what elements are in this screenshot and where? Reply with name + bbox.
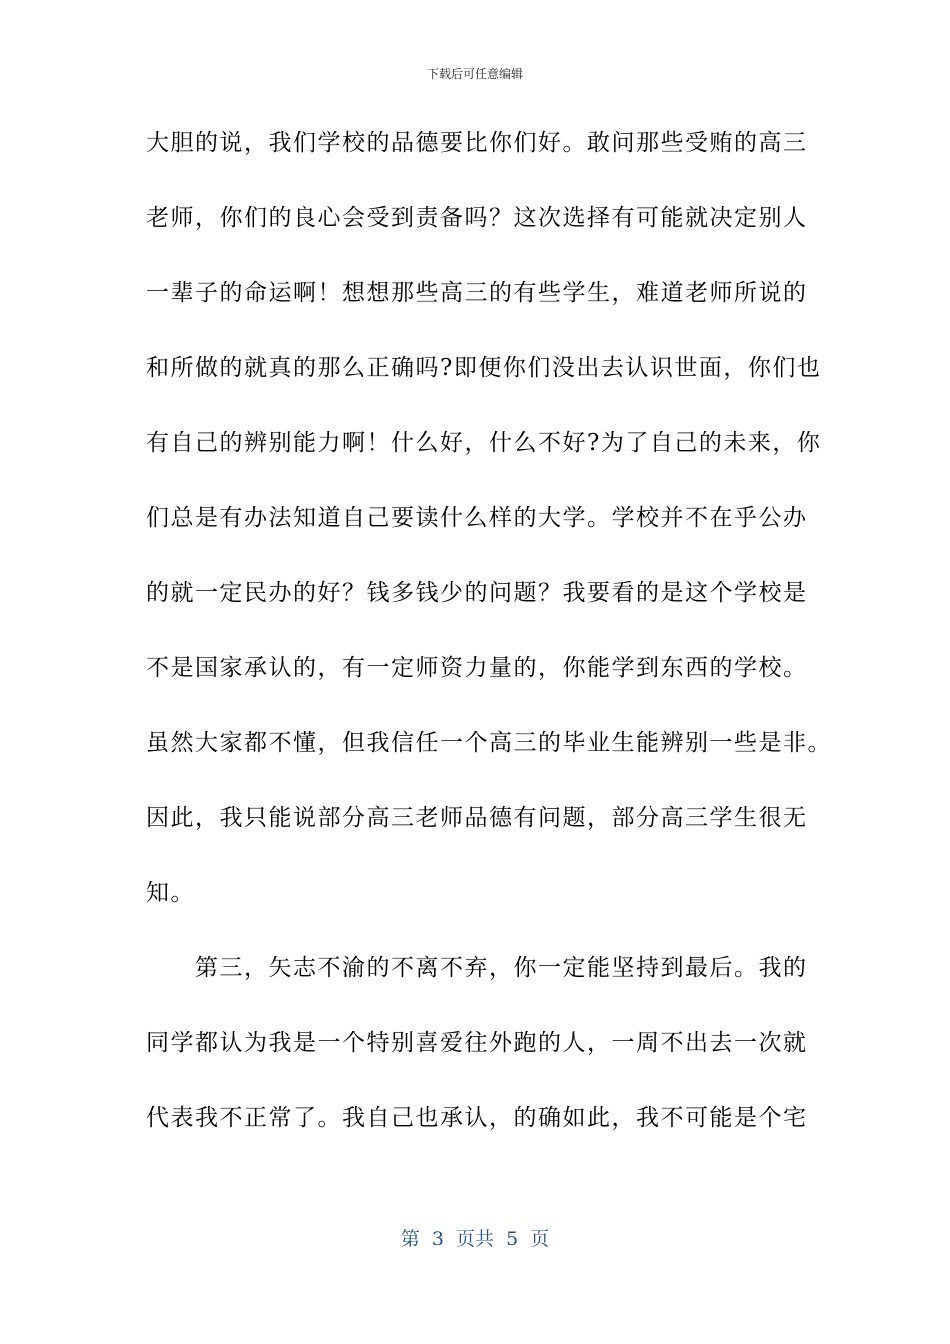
- text-line: 不是国家承认的，有一定师资力量的，你能学到东西的学校。: [146, 655, 808, 681]
- footer-prefix: 第: [400, 1228, 432, 1250]
- text-line: 和所做的就真的那么正确吗?即便你们没出去认识世面，你们也: [146, 355, 822, 381]
- page-number-footer: [0, 1226, 950, 1252]
- download-note-header: 下载后可任意编辑: [426, 67, 523, 81]
- document-body: [146, 125, 832, 1175]
- text-line: 代表我不正常了。我自己也承认，的确如此，我不可能是个宅: [146, 1105, 808, 1131]
- text-line: 的就一定民办的好？钱多钱少的问题？我要看的是这个学校是: [146, 580, 808, 606]
- text-line: 虽然大家都不懂，但我信任一个高三的毕业生能辨别一些是非。: [146, 730, 832, 756]
- total-pages-number: 5: [506, 1228, 519, 1250]
- text-line: 大胆的说，我们学校的品德要比你们好。敢问那些受贿的高三: [146, 130, 808, 156]
- text-line: 老师，你们的良心会受到责备吗？这次选择有可能就决定别人: [146, 205, 808, 231]
- text-line: 第三，矢志不渝的不离不弃，你一定能坚持到最后。我的: [146, 955, 808, 981]
- footer-middle: 页共: [443, 1228, 507, 1250]
- current-page-number: 3: [431, 1228, 444, 1250]
- text-line: 知。: [146, 880, 195, 906]
- text-line: 一辈子的命运啊！想想那些高三的有些学生，难道老师所说的: [146, 280, 808, 306]
- text-line: 们总是有办法知道自己要读什么样的大学。学校并不在乎公办: [146, 505, 808, 531]
- text-line: 同学都认为我是一个特别喜爱往外跑的人，一周不出去一次就: [146, 1030, 808, 1056]
- text-line: 因此，我只能说部分高三老师品德有问题，部分高三学生很无: [146, 805, 808, 831]
- footer-suffix: 页: [518, 1228, 550, 1250]
- text-line: 有自己的辨别能力啊！什么好，什么不好?为了自己的未来，你: [146, 430, 822, 456]
